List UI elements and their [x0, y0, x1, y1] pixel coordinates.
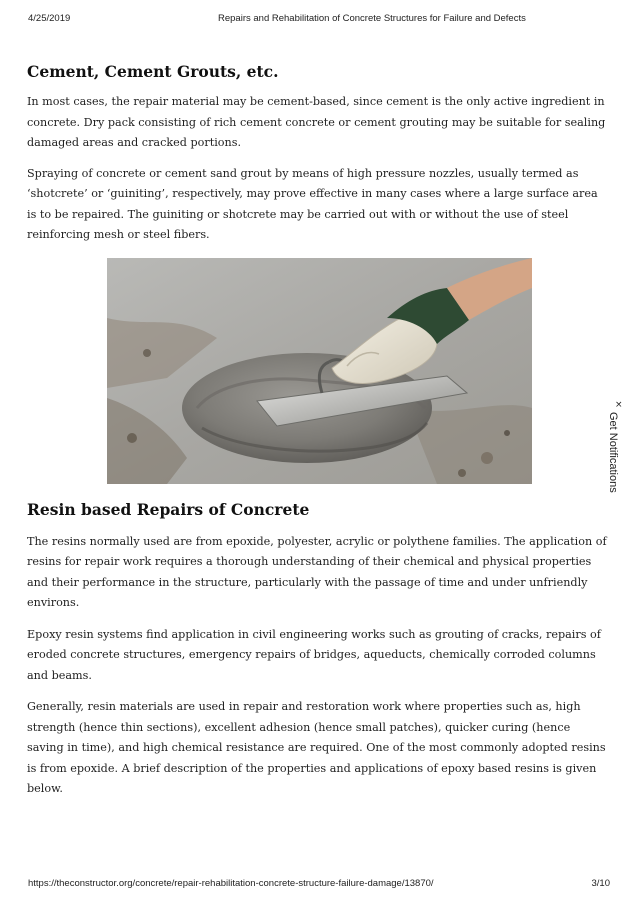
print-date: 4/25/2019 — [28, 13, 71, 24]
page-url-link[interactable]: https://theconstructor.org/concrete/repair-rehabilitation-concrete-structure-failure-damage/13870/ — [28, 878, 434, 889]
page-number: 3/10 — [591, 878, 610, 889]
print-footer — [0, 878, 638, 892]
notification-tab[interactable] — [605, 400, 629, 496]
article-content — [27, 62, 610, 800]
close-icon[interactable]: × — [615, 400, 623, 410]
get-notifications-button[interactable]: Get Notifications — [607, 412, 619, 493]
print-title: Repairs and Rehabilitation of Concrete Structures for Failure and Defects — [218, 13, 526, 24]
print-header — [0, 13, 638, 27]
section-heading-cement: Cement, Cement Grouts, etc. — [27, 62, 279, 81]
paragraph-resin-3: Generally, resin materials are used in repair and restoration work where properties such as, high strength (hence thin sections), excellent adhesion (hence small patches), quicker curing (hence saving in time), and high chemical resistance are required. One of the most commonly adopted resins is from epoxide. A brief description of the properties and applications of epoxy based resins is given below. — [27, 700, 606, 795]
paragraph-resin-2: Epoxy resin systems find application in civil engineering works such as grouting of cracks, repairs of eroded concrete structures, emergency repairs of bridges, aqueducts, chemically corroded columns and beams. — [27, 627, 601, 682]
trowel-repair-photo — [107, 258, 532, 484]
paragraph-resin-1: The resins normally used are from epoxide, polyester, acrylic or polythene families. The application of resins for repair work requires a thorough understanding of their chemical and physical properties and their performance in the structure, particularly with the passage of time and under unfriendly environs. — [27, 534, 607, 609]
paragraph-cement-2: Spraying of concrete or cement sand grout by means of high pressure nozzles, usually termed as ‘shotcrete’ or ‘guiniting’, respectively, may prove effective in many cases where a large surface area is to be repaired. The guiniting or shotcrete may be carried out with or without the use of steel reinforcing mesh or steel fibers. — [27, 166, 598, 241]
section-heading-resin: Resin based Repairs of Concrete — [27, 499, 310, 519]
paragraph-cement-1: In most cases, the repair material may be cement-based, since cement is the only active ingredient in concrete. Dry pack consisting of rich cement concrete or cement grouting may be suitable for sealing damaged areas and cracked portions. — [27, 95, 606, 149]
